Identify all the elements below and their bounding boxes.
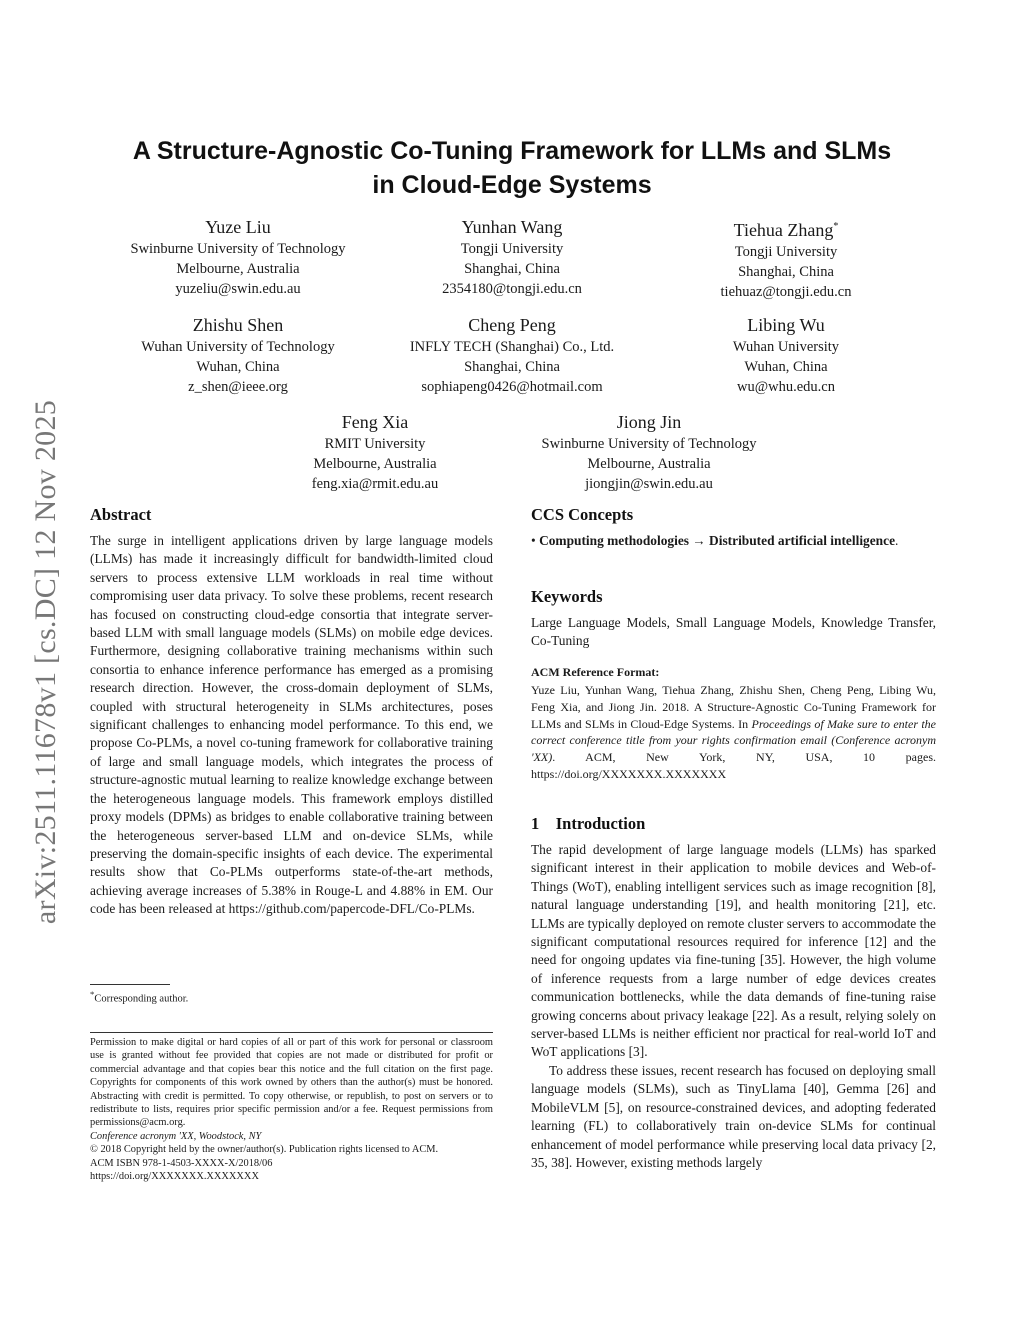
intro-paragraph-2: To address these issues, recent research has focused on deploying small language models (SLMs), such as TinyLlama [40], Gemma [26] and MobileVLM [5], on resource-constrained devices, and adopting federated learning (FL) to collaboratively train on-device SLMs for continual enhancement of model performance while preserving local data privacy [2, 35, 38]. However, existing methods largely: [531, 1062, 936, 1170]
abstract-heading: Abstract: [90, 505, 152, 524]
acm-reference-heading: ACM Reference Format:: [531, 665, 660, 679]
author-name: Cheng Peng: [468, 315, 556, 335]
author-affiliation: Swinburne University of Technology: [130, 241, 346, 257]
author-location: Shanghai, China: [738, 264, 834, 280]
permission-text: Permission to make digital or hard copies of all or part of this work for personal or classroom use is granted without fee provided that copies are not made or distributed for profit or commercial advantage and that copies bear this notice and the full citation on the first page. Copyrights for components of this work owned by others than the author(s) must be honored. Abstracting with credit is permitted. To copy otherwise, or republish, to post on servers or to redistribute to lists, requires prior specific permission and/or a fee. Request permissions from permissions@acm.org.: [90, 1037, 493, 1129]
author-email[interactable]: yuzeliu@swin.edu.au: [175, 281, 301, 297]
author-name: Feng Xia: [341, 412, 409, 432]
author-block-7: [225, 411, 525, 494]
acm-ref-proceedings: Proceedings of Make sure to enter the correct conference title from your rights confirmation email (Conference acronym 'XX): [531, 716, 937, 765]
keywords-text: Large Language Models, Small Language Models, Knowledge Transfer, Co-Tuning: [531, 615, 936, 649]
footnote-mark: *: [90, 989, 95, 999]
author-email[interactable]: z_shen@ieee.org: [188, 379, 288, 395]
author-affiliation: Wuhan University: [732, 339, 840, 355]
title-line-1: A Structure-Agnostic Co-Tuning Framework for LLMs and SLMs: [132, 137, 892, 165]
author-block-6: [636, 314, 936, 397]
introduction-section: [531, 814, 936, 1172]
author-block-5: [362, 314, 662, 397]
ccs-bullet: •: [531, 533, 536, 548]
copyright-line: © 2018 Copyright held by the owner/author(s). Publication rights licensed to ACM.: [90, 1144, 439, 1156]
introduction-heading: 1 Introduction: [531, 814, 646, 833]
author-affiliation: Tongji University: [734, 244, 838, 260]
ccs-concept: Computing methodologies → Distributed artificial intelligence: [539, 533, 896, 548]
author-location: Wuhan, China: [196, 359, 280, 375]
ccs-section: [531, 505, 936, 550]
abstract-section: [90, 505, 493, 919]
ccs-end: .: [895, 533, 899, 548]
permission-block: [90, 1036, 493, 1183]
author-email[interactable]: feng.xia@rmit.edu.au: [311, 476, 439, 492]
paper-title: [90, 134, 934, 202]
author-name: Yuze Liu: [205, 217, 271, 237]
author-block-3: [636, 216, 936, 302]
footnote: [90, 988, 493, 1006]
acm-ref-part-1: Yuze Liu, Yunhan Wang, Tiehua Zhang, Zhishu Shen, Cheng Peng, Libing Wu, Feng Xia, and Jiong Jin. 2018. A Structure-Agnostic Co-Tuning Framework for LLMs and SLMs in Cloud-Edge Systems. In: [531, 683, 936, 731]
introduction-body: [531, 841, 936, 1172]
ccs-heading: CCS Concepts: [531, 505, 634, 524]
acm-reference-text: [531, 682, 936, 783]
author-name: Yunhan Wang: [461, 217, 563, 237]
author-block-1: [88, 216, 388, 299]
author-block-8: [499, 411, 799, 494]
conference-line: Conference acronym 'XX, Woodstock, NY: [90, 1130, 262, 1142]
author-email[interactable]: sophiapeng0426@hotmail.com: [421, 379, 603, 395]
author-block-4: [88, 314, 388, 397]
intro-paragraph-1: The rapid development of large language models (LLMs) has sparked significant interest in their application to mobile devices and Web-of-Things (WoT), enabling intelligent services such as image recognition [8], natural language understanding [19], and health monitoring [21], etc. LLMs are typically deployed on remote cluster servers to accommodate the significant computational resources required for inference [12] and the need for ongoing updates via fine-tuning [35]. However, the high volume of inference requests from a large number of edge devices creates communication bottlenecks, while the data demands of fine-tuning raise growing concerns about privacy leakage [22]. As a result, relying solely on server-based LLMs is neither efficient nor practical for real-world IoT and WoT applications [3].: [531, 842, 936, 1060]
keywords-section: [531, 587, 936, 651]
author-affiliation: Tongji University: [460, 241, 564, 257]
author-block-2: [362, 216, 662, 299]
author-location: Melbourne, Australia: [176, 261, 300, 277]
footnote-rule: [90, 984, 170, 985]
doi-line[interactable]: https://doi.org/XXXXXXX.XXXXXXX: [90, 1171, 259, 1183]
author-email[interactable]: wu@whu.edu.cn: [737, 379, 835, 395]
author-affiliation: Wuhan University of Technology: [141, 339, 335, 355]
author-location: Wuhan, China: [744, 359, 828, 375]
author-affiliation: RMIT University: [324, 436, 426, 452]
corresponding-mark: *: [833, 221, 839, 232]
isbn-line: ACM ISBN 978-1-4503-XXXX-X/2018/06: [90, 1157, 273, 1169]
author-name: Jiong Jin: [616, 412, 682, 432]
author-location: Shanghai, China: [464, 261, 560, 277]
abstract-text: The surge in intelligent applications driven by large language models (LLMs) has made it increasingly difficult for bandwidth-limited cloud servers to process extensive LLM workloads in real time without compromising user data privacy. To solve these problems, recent research has focused on constructing cloud-edge consortia that integrate server-based LLM with small language models (SLMs) on mobile edge devices. Furthermore, designing collaborative training mechanisms within such consortia to enhance inference performance has emerged as a promising research direction. However, the cross-domain deployment of SLMs, coupled with structural heterogeneity in SLMs architectures, poses significant challenges to enhancing model performance. To this end, we propose Co-PLMs, a novel co-tuning framework for collaborative training of large and small language models, which integrates the process of structure-agnostic mutual learning to realize knowledge exchange between the heterogeneous language models. This framework employs distilled proxy models (DPMs) as bridges to enable collaborative training between the heterogeneous server-based LLM and on-device SLMs, while preserving the domain-specific insights of each device. The experimental results show that Co-PLMs outperforms state-of-the-art methods, achieving average increases of 5.38% in Rouge-L and 4.88% in EM. Our code has been released at https://github.com/papercode-DFL/Co-PLMs.: [90, 533, 493, 917]
author-name: Tiehua Zhang: [733, 220, 834, 240]
arxiv-stamp: arXiv:2511.11678v1 [cs.DC] 12 Nov 2025: [29, 399, 62, 925]
ccs-item: [531, 532, 936, 550]
author-location: Melbourne, Australia: [313, 456, 437, 472]
title-line-2: in Cloud-Edge Systems: [372, 171, 652, 199]
author-location: Melbourne, Australia: [587, 456, 711, 472]
acm-reference: [531, 664, 936, 783]
author-affiliation: INFLY TECH (Shanghai) Co., Ltd.: [409, 339, 615, 355]
author-email[interactable]: 2354180@tongji.edu.cn: [442, 281, 582, 297]
author-location: Shanghai, China: [464, 359, 560, 375]
footnote-text: Corresponding author.: [94, 993, 189, 1005]
author-email[interactable]: tiehuaz@tongji.edu.cn: [720, 284, 852, 300]
keywords-heading: Keywords: [531, 587, 603, 606]
permission-rule: [90, 1032, 493, 1033]
acm-ref-part-2: . ACM, New York, NY, USA, 10 pages. https://doi.org/XXXXXXX.XXXXXXX: [531, 750, 936, 781]
author-name: Zhishu Shen: [192, 315, 284, 335]
author-name: Libing Wu: [747, 315, 825, 335]
author-email[interactable]: jiongjin@swin.edu.au: [585, 476, 713, 492]
author-affiliation: Swinburne University of Technology: [541, 436, 757, 452]
